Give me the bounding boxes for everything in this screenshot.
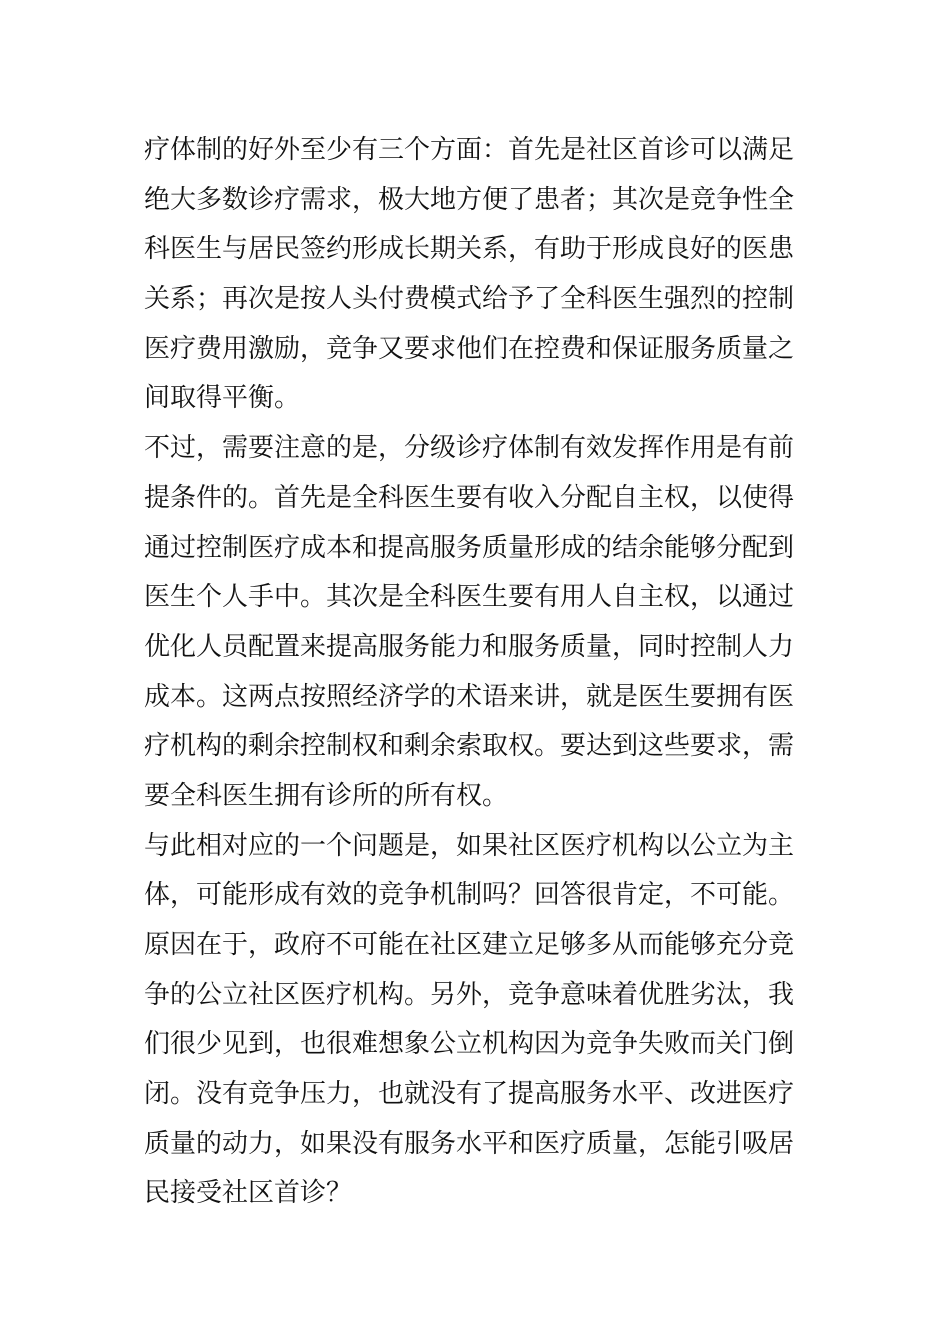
text-line: 成本。这两点按照经济学的术语来讲，就是医生要拥有医 [144,681,795,712]
text-line: 提条件的。首先是全科医生要有收入分配自主权，以使得 [144,482,795,513]
text-line: 们很少见到，也很难想象公立机构因为竞争失败而关门倒 [144,1029,795,1060]
text-line: 绝大多数诊疗需求，极大地方便了患者；其次是竞争性全 [144,184,795,215]
text-line: 关系；再次是按人头付费模式给予了全科医生强烈的控制 [144,284,795,315]
text-line: 与此相对应的一个问题是，如果社区医疗机构以公立为主 [144,830,795,861]
text-line: 闭。没有竞争压力，也就没有了提高服务水平、改进医疗 [144,1079,795,1110]
paragraph-1 [144,126,795,424]
paragraph-2 [144,424,795,822]
text-line: 质量的动力，如果没有服务水平和医疗质量，怎能引吸居 [144,1128,795,1159]
text-line: 原因在于，政府不可能在社区建立足够多从而能够充分竞 [144,930,795,960]
text-line: 要全科医生拥有诊所的所有权。 [144,780,509,811]
text-line: 医疗费用激励，竞争又要求他们在控费和保证服务质量之 [144,333,795,364]
document-body [144,126,795,1219]
text-line: 间取得平衡。 [144,383,301,414]
paragraph-3 [144,822,795,1220]
text-line: 民接受社区首诊？ [144,1178,353,1209]
text-line: 通过控制医疗成本和提高服务质量形成的结余能够分配到 [144,532,795,563]
text-line: 疗机构的剩余控制权和剩余索取权。要达到这些要求，需 [144,731,795,762]
text-line: 体，可能形成有效的竞争机制吗？回答很肯定，不可能。 [144,880,795,911]
text-line: 争的公立社区医疗机构。另外，竞争意味着优胜劣汰，我 [144,979,795,1010]
text-line: 不过，需要注意的是，分级诊疗体制有效发挥作用是有前 [144,433,795,464]
text-line: 医生个人手中。其次是全科医生要有用人自主权，以通过 [144,582,795,613]
text-line: 优化人员配置来提高服务能力和服务质量，同时控制人力 [144,631,795,662]
text-line: 疗体制的好外至少有三个方面：首先是社区首诊可以满足 [144,135,795,165]
text-line: 科医生与居民签约形成长期关系，有助于形成良好的医患 [144,234,795,265]
